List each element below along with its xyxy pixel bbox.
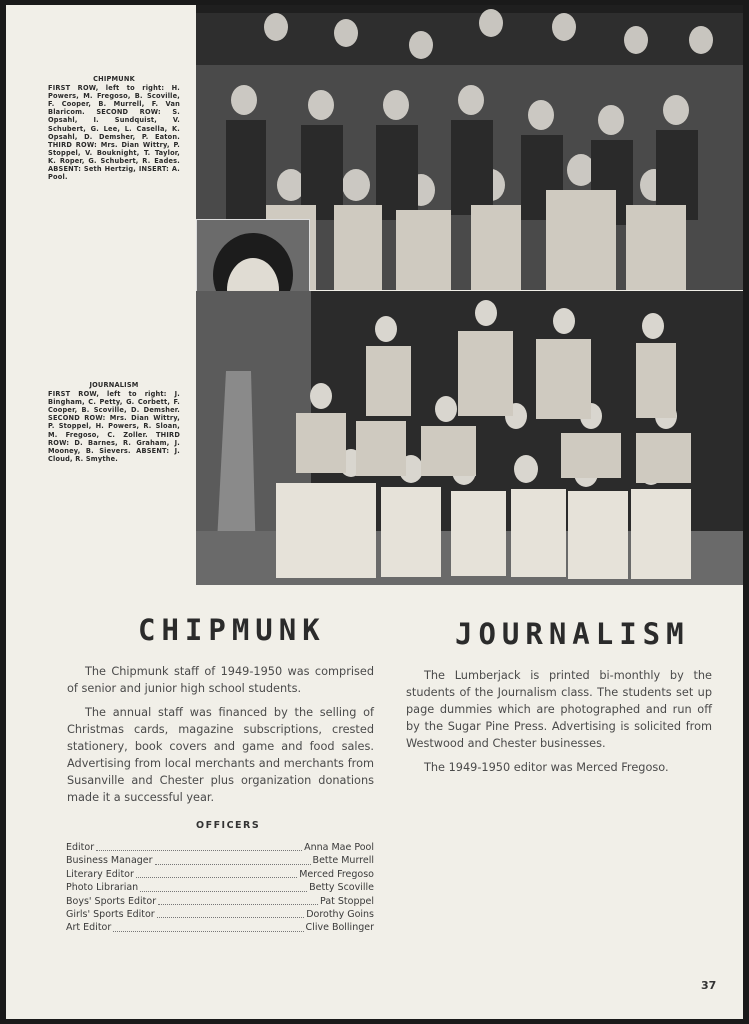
page-number: 37 xyxy=(701,979,717,992)
journalism-caption-text: FIRST ROW, left to right: J. Bingham, C. Petty, G. Corbett, F. Cooper, B. Scoville, D. Demsher. SECOND ROW: Mrs. Dian Wittry, P. Stoppel, H. Powers, R. Sloan, M. Fregoso, C. Zoller. THIRD ROW: D. Barnes, R. Graham, J. Mooney, B. Sievers. ABSENT: J. Cloud, R. Smythe. xyxy=(48,390,180,463)
officer-role: Art Editor xyxy=(66,922,112,934)
officer-role: Girls' Sports Editor xyxy=(66,909,155,921)
chipmunk-photo-caption xyxy=(48,75,180,181)
officer-role: Editor xyxy=(66,842,95,853)
officer-row xyxy=(66,841,374,854)
journalism-photo-caption xyxy=(48,381,180,463)
officer-name: Bette Murrell xyxy=(312,855,374,867)
officer-row xyxy=(66,881,374,894)
officer-row xyxy=(66,868,374,881)
chipmunk-body xyxy=(67,663,374,813)
officer-name: Merced Fregoso xyxy=(299,868,374,880)
yearbook-page xyxy=(6,5,743,1019)
chipmunk-caption-title: CHIPMUNK xyxy=(93,75,135,83)
officer-name: Betty Scoville xyxy=(309,882,374,894)
chipmunk-paragraph: The annual staff was financed by the selling of Christmas cards, magazine subscriptions, crested stationery, book covers and game and food sales. Advertising from local merchants and merchants from Susanville and Chester plus organization donations made it a successful year. xyxy=(67,706,374,804)
journalism-caption-title: JOURNALISM xyxy=(89,381,139,389)
officers-list xyxy=(66,841,374,935)
officer-name: Anna Mae Pool xyxy=(304,842,374,853)
officer-role: Literary Editor xyxy=(66,868,134,880)
officer-name: Dorothy Goins xyxy=(306,909,374,921)
officer-row xyxy=(66,908,374,921)
journalism-group-photo xyxy=(196,291,743,585)
officer-name: Pat Stoppel xyxy=(320,895,374,907)
officer-role: Boys' Sports Editor xyxy=(66,895,157,907)
journalism-paragraph: The Lumberjack is printed bi-monthly by the students of the Journalism class. The students set up page dummies which are photographed and run off by the Sugar Pine Press. Advertising is solicited from Westwood and Chester businesses. xyxy=(406,669,712,750)
chipmunk-heading: CHIPMUNK xyxy=(138,613,326,647)
officers-heading: OFFICERS xyxy=(196,820,261,831)
journalism-body xyxy=(406,667,712,783)
chipmunk-paragraph: The Chipmunk staff of 1949-1950 was comprised of senior and junior high school students. xyxy=(67,665,374,695)
chipmunk-caption-text: FIRST ROW, left to right: H. Powers, M. Fregoso, B. Scoville, F. Cooper, B. Murrell, F. Van Blaricom. SECOND ROW: S. Opsahl, I. Sundquist, V. Schubert, G. Lee, L. Casella, K. Opsahl, D. Demsher, P. Eaton. THIRD ROW: Mrs. Dian Wittry, P. Stoppel, V. Bouknight, T. Taylor, K. Roper, G. Schubert, R. Eades. ABSENT: Seth Hertzig, INSERT: A. Pool. xyxy=(48,84,180,182)
journalism-paragraph: The 1949-1950 editor was Merced Fregoso. xyxy=(424,761,669,774)
officer-name: Clive Bollinger xyxy=(305,922,374,934)
officer-row xyxy=(66,921,374,934)
officer-row xyxy=(66,854,374,867)
journalism-heading: JOURNALISM xyxy=(455,617,690,651)
officer-role: Business Manager xyxy=(66,855,153,867)
officer-role: Photo Librarian xyxy=(66,882,139,894)
officer-row xyxy=(66,895,374,908)
